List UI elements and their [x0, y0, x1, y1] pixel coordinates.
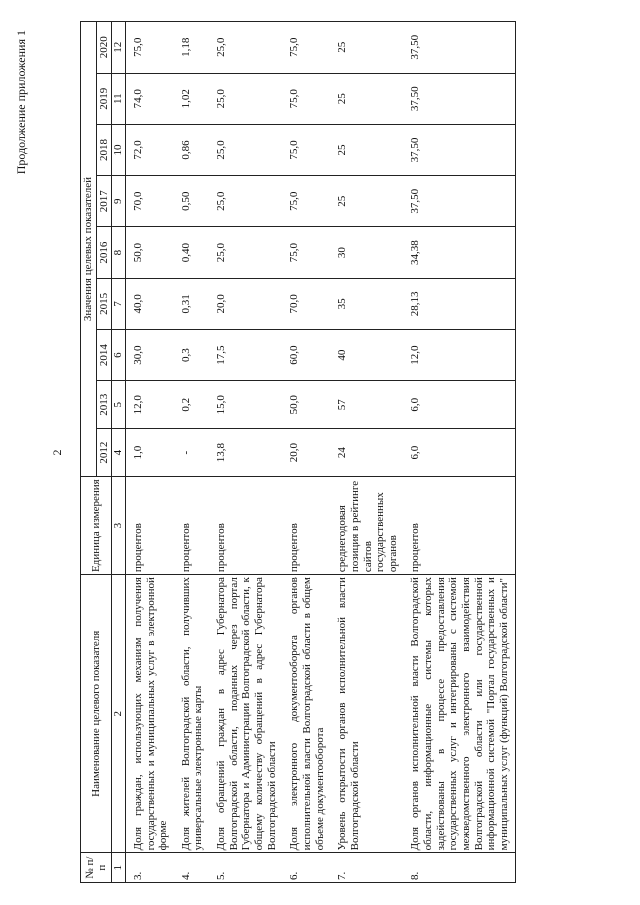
unit-cell: процентов [282, 477, 330, 575]
col-header-values: Значения целевых показателей [81, 22, 97, 477]
indicator-name: Уровень открытости органов исполнительной власти Волгоградской области [330, 575, 403, 853]
col-header-name: Наименование целевого показателя [81, 575, 112, 853]
value-cell: 34,38 [403, 227, 515, 278]
value-cell: 0,50 [174, 176, 209, 227]
row-number: 6. [282, 853, 330, 883]
value-cell: 15,0 [209, 381, 282, 429]
value-cell: 20,0 [209, 278, 282, 329]
table-row [125, 22, 173, 883]
value-cell: 28,13 [403, 278, 515, 329]
value-cell: 37,50 [403, 176, 515, 227]
row-number: 7. [330, 853, 403, 883]
value-cell: 0,86 [174, 124, 209, 175]
column-index: 7 [112, 278, 126, 329]
column-index: 11 [112, 73, 126, 124]
column-index: 4 [112, 429, 126, 477]
value-cell: 24 [330, 429, 403, 477]
indicator-name: Доля электронного документооборота органов исполнительной власти Волгоградской области в общем объеме документооборота [282, 575, 330, 853]
value-cell: 1,0 [125, 429, 173, 477]
year-header: 2020 [96, 22, 112, 74]
value-cell: 35 [330, 278, 403, 329]
year-header: 2015 [96, 278, 112, 329]
value-cell: 75,0 [282, 124, 330, 175]
value-cell: 75,0 [282, 227, 330, 278]
value-cell: 25 [330, 124, 403, 175]
value-cell: 0,31 [174, 278, 209, 329]
value-cell: 30,0 [125, 330, 173, 381]
value-cell: 0,2 [174, 381, 209, 429]
table-row [174, 22, 209, 883]
value-cell: 25,0 [209, 176, 282, 227]
value-cell: - [174, 429, 209, 477]
row-number: 4. [174, 853, 209, 883]
value-cell: 25 [330, 22, 403, 74]
value-cell: 74,0 [125, 73, 173, 124]
year-header: 2012 [96, 429, 112, 477]
unit-cell: процентов [403, 477, 515, 575]
column-index: 8 [112, 227, 126, 278]
column-index-row [112, 22, 126, 883]
value-cell: 72,0 [125, 124, 173, 175]
value-cell: 20,0 [282, 429, 330, 477]
row-number: 3. [125, 853, 173, 883]
value-cell: 1,02 [174, 73, 209, 124]
value-cell: 75,0 [282, 176, 330, 227]
column-index: 3 [112, 477, 126, 575]
year-header: 2019 [96, 73, 112, 124]
year-header: 2014 [96, 330, 112, 381]
year-header: 2018 [96, 124, 112, 175]
column-index: 5 [112, 381, 126, 429]
value-cell: 50,0 [282, 381, 330, 429]
target-indicators-table [80, 21, 516, 883]
unit-cell: процентов [174, 477, 209, 575]
value-cell: 37,50 [403, 124, 515, 175]
value-cell: 0,40 [174, 227, 209, 278]
indicator-name: Доля жителей Волгоградской области, получивших универсальные электронные карты [174, 575, 209, 853]
value-cell: 75,0 [282, 73, 330, 124]
value-cell: 0,3 [174, 330, 209, 381]
value-cell: 13,8 [209, 429, 282, 477]
column-index: 6 [112, 330, 126, 381]
row-number: 8. [403, 853, 515, 883]
value-cell: 50,0 [125, 227, 173, 278]
col-header-no: № п/п [81, 853, 112, 883]
column-index: 10 [112, 124, 126, 175]
page-number: 2 [50, 449, 64, 456]
value-cell: 70,0 [282, 278, 330, 329]
value-cell: 25,0 [209, 124, 282, 175]
value-cell: 25 [330, 176, 403, 227]
value-cell: 70,0 [125, 176, 173, 227]
value-cell: 1,18 [174, 22, 209, 74]
value-cell: 17,5 [209, 330, 282, 381]
value-cell: 25 [330, 73, 403, 124]
table-body [125, 22, 515, 883]
continuation-label: Продолжение приложения 1 [14, 30, 28, 175]
table-row [403, 22, 515, 883]
unit-cell: среднегодовая позиция в рейтинге сайтов государственных органов [330, 477, 403, 575]
indicator-name: Доля граждан, использующих механизм получения государственных и муниципальных услуг в электронной форме [125, 575, 173, 853]
value-cell: 25,0 [209, 73, 282, 124]
value-cell: 75,0 [125, 22, 173, 74]
unit-cell: процентов [125, 477, 173, 575]
unit-cell: процентов [209, 477, 282, 575]
column-index: 9 [112, 176, 126, 227]
table-row [330, 22, 403, 883]
value-cell: 25,0 [209, 227, 282, 278]
table-row [282, 22, 330, 883]
year-header: 2013 [96, 381, 112, 429]
value-cell: 25,0 [209, 22, 282, 74]
year-header: 2017 [96, 176, 112, 227]
value-cell: 75,0 [282, 22, 330, 74]
col-header-unit: Единица измерения [81, 477, 112, 575]
value-cell: 57 [330, 381, 403, 429]
value-cell: 60,0 [282, 330, 330, 381]
value-cell: 6,0 [403, 381, 515, 429]
column-index: 2 [112, 575, 126, 853]
indicator-name: Доля обращений граждан в адрес Губернатора Волгоградской области, поданных через портал Губернатора и Администрации Волгоградской области, к общему количеству обращений в адрес Губернатора Волгоградской области [209, 575, 282, 853]
value-cell: 37,50 [403, 22, 515, 74]
row-number: 5. [209, 853, 282, 883]
indicator-name: Доля органов исполнительной власти Волгоградской области, информационные системы которых задействованы в процессе предоставления государственных услуг и интегрированы с системой межведомственного электронного взаимодействия Волгоградской области или государственной информационной системой "Портал государственных и муниципальных услуг (функций) Волгоградской области" [403, 575, 515, 853]
value-cell: 12,0 [125, 381, 173, 429]
value-cell: 40,0 [125, 278, 173, 329]
year-header: 2016 [96, 227, 112, 278]
table-row [209, 22, 282, 883]
value-cell: 40 [330, 330, 403, 381]
column-index: 12 [112, 22, 126, 74]
value-cell: 37,50 [403, 73, 515, 124]
column-index: 1 [112, 853, 126, 883]
value-cell: 12,0 [403, 330, 515, 381]
value-cell: 30 [330, 227, 403, 278]
value-cell: 6,0 [403, 429, 515, 477]
